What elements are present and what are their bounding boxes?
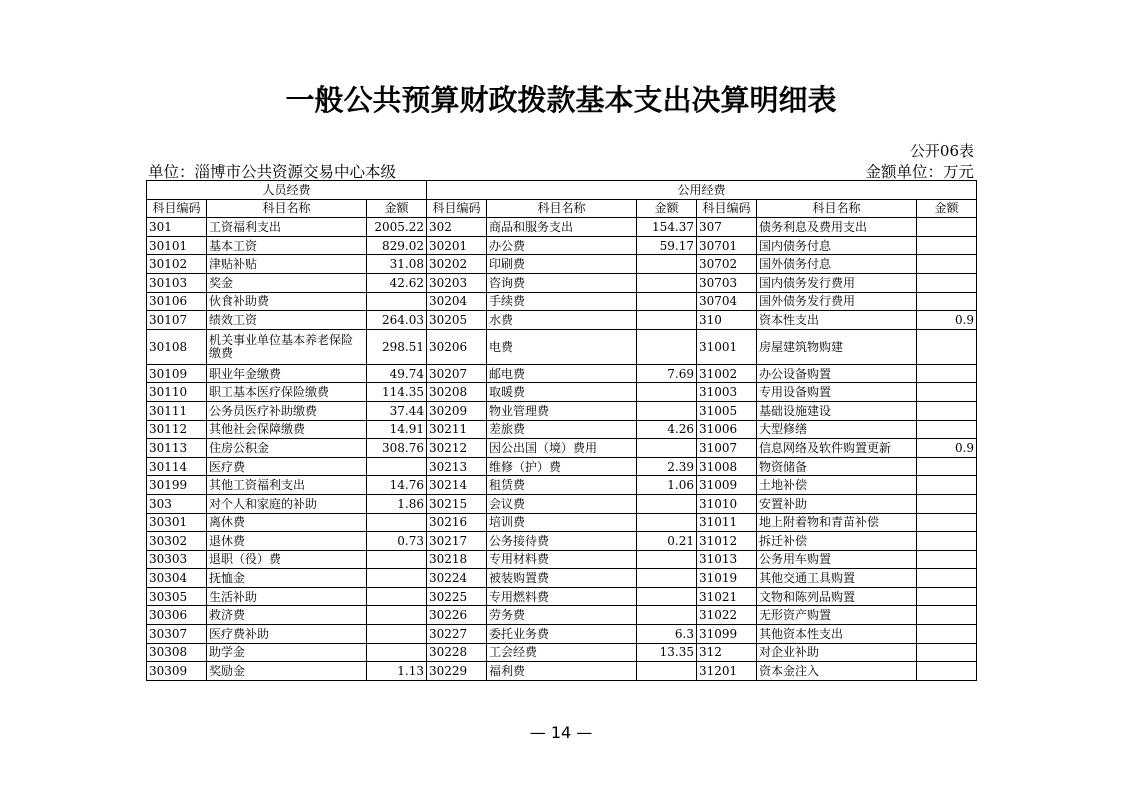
amount-cell: 14.91 — [367, 420, 427, 439]
name-cell: 机关事业单位基本养老保险缴费 — [207, 329, 367, 364]
code-cell: 312 — [697, 643, 757, 662]
amount-cell: 1.06 — [637, 476, 697, 495]
name-cell: 电费 — [487, 329, 637, 364]
table-body — [147, 218, 977, 681]
amount-cell: 0.9 — [917, 439, 977, 458]
name-cell: 退休费 — [207, 532, 367, 551]
amount-cell — [917, 513, 977, 532]
table-row — [147, 236, 977, 255]
name-cell: 职业年金缴费 — [207, 364, 367, 383]
code-cell: 30308 — [147, 643, 207, 662]
code-cell: 30216 — [427, 513, 487, 532]
code-cell: 31201 — [697, 662, 757, 681]
code-cell: 30213 — [427, 457, 487, 476]
amount-cell: 59.17 — [637, 236, 697, 255]
column-header: 金额 — [917, 199, 977, 218]
amount-cell: 14.76 — [367, 476, 427, 495]
code-cell: 30202 — [427, 255, 487, 274]
code-cell: 301 — [147, 218, 207, 237]
code-cell: 302 — [427, 218, 487, 237]
column-header: 科目名称 — [487, 199, 637, 218]
code-cell: 30114 — [147, 457, 207, 476]
amount-cell — [917, 420, 977, 439]
name-cell: 国内债务发行费用 — [757, 273, 917, 292]
code-cell: 30103 — [147, 273, 207, 292]
table-row — [147, 476, 977, 495]
name-cell: 被装购置费 — [487, 569, 637, 588]
code-cell: 30212 — [427, 439, 487, 458]
name-cell: 国内债务付息 — [757, 236, 917, 255]
code-cell: 30107 — [147, 311, 207, 330]
name-cell: 救济费 — [207, 606, 367, 625]
name-cell: 津贴补贴 — [207, 255, 367, 274]
code-cell: 30305 — [147, 587, 207, 606]
code-cell: 30306 — [147, 606, 207, 625]
name-cell: 无形资产购置 — [757, 606, 917, 625]
name-cell: 医疗费补助 — [207, 625, 367, 644]
name-cell: 离休费 — [207, 513, 367, 532]
name-cell: 会议费 — [487, 494, 637, 513]
name-cell: 差旅费 — [487, 420, 637, 439]
amount-cell — [917, 383, 977, 402]
name-cell: 维修（护）费 — [487, 457, 637, 476]
code-cell: 30229 — [427, 662, 487, 681]
name-cell: 资本性支出 — [757, 311, 917, 330]
amount-cell: 2.39 — [637, 457, 697, 476]
name-cell: 委托业务费 — [487, 625, 637, 644]
table-row — [147, 643, 977, 662]
amount-cell — [917, 218, 977, 237]
amount-cell — [637, 292, 697, 311]
group-personnel: 人员经费 — [147, 181, 427, 200]
name-cell: 拆迁补偿 — [757, 532, 917, 551]
amount-cell: 6.3 — [637, 625, 697, 644]
code-cell: 31021 — [697, 587, 757, 606]
name-cell: 专用设备购置 — [757, 383, 917, 402]
code-cell: 30303 — [147, 550, 207, 569]
name-cell: 邮电费 — [487, 364, 637, 383]
column-header: 科目名称 — [757, 199, 917, 218]
name-cell: 其他社会保障缴费 — [207, 420, 367, 439]
amount-cell — [917, 550, 977, 569]
code-cell: 307 — [697, 218, 757, 237]
amount-cell — [917, 292, 977, 311]
unit-label: 单位：淄博市公共资源交易中心本级 — [148, 163, 397, 181]
amount-cell — [367, 643, 427, 662]
name-cell: 土地补偿 — [757, 476, 917, 495]
code-cell: 31001 — [697, 329, 757, 364]
code-cell: 30109 — [147, 364, 207, 383]
name-cell: 工资福利支出 — [207, 218, 367, 237]
name-cell: 咨询费 — [487, 273, 637, 292]
amount-cell — [367, 457, 427, 476]
name-cell: 公务用车购置 — [757, 550, 917, 569]
name-cell: 大型修缮 — [757, 420, 917, 439]
amount-cell: 308.76 — [367, 439, 427, 458]
name-cell: 安置补助 — [757, 494, 917, 513]
name-cell: 工会经费 — [487, 643, 637, 662]
name-cell: 其他交通工具购置 — [757, 569, 917, 588]
code-cell: 31013 — [697, 550, 757, 569]
code-cell: 30228 — [427, 643, 487, 662]
name-cell: 基础设施建设 — [757, 401, 917, 420]
table-row — [147, 606, 977, 625]
code-cell: 31006 — [697, 420, 757, 439]
column-header: 科目编码 — [427, 199, 487, 218]
code-cell: 31010 — [697, 494, 757, 513]
name-cell: 劳务费 — [487, 606, 637, 625]
amount-cell: 42.62 — [367, 273, 427, 292]
table-row — [147, 587, 977, 606]
code-cell: 31005 — [697, 401, 757, 420]
table-row — [147, 420, 977, 439]
name-cell: 手续费 — [487, 292, 637, 311]
name-cell: 公务接待费 — [487, 532, 637, 551]
table-row — [147, 273, 977, 292]
name-cell: 公务员医疗补助缴费 — [207, 401, 367, 420]
code-cell: 31009 — [697, 476, 757, 495]
table-row — [147, 662, 977, 681]
amount-cell — [637, 494, 697, 513]
code-cell: 30108 — [147, 329, 207, 364]
name-cell: 奖金 — [207, 273, 367, 292]
amount-cell — [637, 311, 697, 330]
code-cell: 31012 — [697, 532, 757, 551]
column-header: 金额 — [367, 199, 427, 218]
name-cell: 绩效工资 — [207, 311, 367, 330]
table-row — [147, 513, 977, 532]
name-cell: 国外债务发行费用 — [757, 292, 917, 311]
amount-cell: 7.69 — [637, 364, 697, 383]
page-title: 一般公共预算财政拨款基本支出决算明细表 — [285, 83, 837, 117]
amount-cell — [637, 550, 697, 569]
name-cell: 办公费 — [487, 236, 637, 255]
code-cell: 30225 — [427, 587, 487, 606]
amount-cell: 4.26 — [637, 420, 697, 439]
code-cell: 30224 — [427, 569, 487, 588]
code-cell: 30209 — [427, 401, 487, 420]
amount-cell — [917, 273, 977, 292]
table-row — [147, 292, 977, 311]
amount-cell — [637, 587, 697, 606]
table-row — [147, 255, 977, 274]
name-cell: 专用材料费 — [487, 550, 637, 569]
table-row — [147, 532, 977, 551]
amount-unit-label: 金额单位：万元 — [865, 163, 974, 181]
amount-cell — [917, 606, 977, 625]
name-cell: 退职（役）费 — [207, 550, 367, 569]
name-cell: 生活补助 — [207, 587, 367, 606]
table-code: 公开06表 — [909, 142, 974, 160]
name-cell: 国外债务付息 — [757, 255, 917, 274]
code-cell: 30102 — [147, 255, 207, 274]
code-cell: 30704 — [697, 292, 757, 311]
table-row — [147, 364, 977, 383]
page-number: — 14 — — [529, 723, 593, 742]
code-cell: 31007 — [697, 439, 757, 458]
amount-cell: 49.74 — [367, 364, 427, 383]
table-row — [147, 569, 977, 588]
code-cell: 30101 — [147, 236, 207, 255]
code-cell: 31019 — [697, 569, 757, 588]
code-cell: 310 — [697, 311, 757, 330]
amount-cell — [637, 273, 697, 292]
name-cell: 医疗费 — [207, 457, 367, 476]
amount-cell: 298.51 — [367, 329, 427, 364]
name-cell: 福利费 — [487, 662, 637, 681]
amount-cell: 0.21 — [637, 532, 697, 551]
name-cell: 房屋建筑物购建 — [757, 329, 917, 364]
code-cell: 30215 — [427, 494, 487, 513]
name-cell: 对个人和家庭的补助 — [207, 494, 367, 513]
amount-cell — [917, 255, 977, 274]
amount-cell — [367, 587, 427, 606]
name-cell: 住房公积金 — [207, 439, 367, 458]
amount-cell: 154.37 — [637, 218, 697, 237]
name-cell: 物资储备 — [757, 457, 917, 476]
amount-cell: 2005.22 — [367, 218, 427, 237]
table-row — [147, 494, 977, 513]
amount-cell: 1.86 — [367, 494, 427, 513]
amount-cell — [637, 383, 697, 402]
amount-cell — [367, 569, 427, 588]
name-cell: 对企业补助 — [757, 643, 917, 662]
table-row — [147, 625, 977, 644]
amount-cell — [637, 439, 697, 458]
code-cell: 30218 — [427, 550, 487, 569]
code-cell: 30211 — [427, 420, 487, 439]
name-cell: 奖励金 — [207, 662, 367, 681]
amount-cell: 1.13 — [367, 662, 427, 681]
amount-cell: 0.9 — [917, 311, 977, 330]
name-cell: 因公出国（境）费用 — [487, 439, 637, 458]
amount-cell — [917, 476, 977, 495]
code-cell: 30106 — [147, 292, 207, 311]
code-cell: 31099 — [697, 625, 757, 644]
code-cell: 30701 — [697, 236, 757, 255]
amount-cell: 0.73 — [367, 532, 427, 551]
amount-cell — [367, 550, 427, 569]
amount-cell — [917, 494, 977, 513]
code-cell: 30112 — [147, 420, 207, 439]
amount-cell — [917, 401, 977, 420]
code-cell: 30205 — [427, 311, 487, 330]
code-cell: 30702 — [697, 255, 757, 274]
column-header-row — [147, 199, 977, 218]
name-cell: 资本金注入 — [757, 662, 917, 681]
code-cell: 30217 — [427, 532, 487, 551]
amount-cell: 829.02 — [367, 236, 427, 255]
code-cell: 30307 — [147, 625, 207, 644]
table-row — [147, 439, 977, 458]
expenditure-detail-table — [146, 180, 977, 681]
name-cell: 地上附着物和青苗补偿 — [757, 513, 917, 532]
name-cell: 取暖费 — [487, 383, 637, 402]
table-row — [147, 457, 977, 476]
code-cell: 30206 — [427, 329, 487, 364]
name-cell: 文物和陈列品购置 — [757, 587, 917, 606]
group-header-row — [147, 181, 977, 200]
name-cell: 物业管理费 — [487, 401, 637, 420]
amount-cell — [637, 662, 697, 681]
amount-cell: 114.35 — [367, 383, 427, 402]
code-cell: 30208 — [427, 383, 487, 402]
amount-cell — [917, 625, 977, 644]
amount-cell — [917, 329, 977, 364]
code-cell: 31002 — [697, 364, 757, 383]
amount-cell — [917, 569, 977, 588]
amount-cell: 37.44 — [367, 401, 427, 420]
amount-cell — [637, 606, 697, 625]
amount-cell: 13.35 — [637, 643, 697, 662]
table-row — [147, 401, 977, 420]
code-cell: 303 — [147, 494, 207, 513]
code-cell: 30204 — [427, 292, 487, 311]
amount-cell — [917, 457, 977, 476]
code-cell: 31008 — [697, 457, 757, 476]
amount-cell — [367, 606, 427, 625]
code-cell: 31022 — [697, 606, 757, 625]
column-header: 金额 — [637, 199, 697, 218]
code-cell: 30110 — [147, 383, 207, 402]
amount-cell — [917, 532, 977, 551]
code-cell: 30301 — [147, 513, 207, 532]
table-row — [147, 329, 977, 364]
name-cell: 职工基本医疗保险缴费 — [207, 383, 367, 402]
group-public: 公用经费 — [427, 181, 977, 200]
name-cell: 债务利息及费用支出 — [757, 218, 917, 237]
amount-cell: 264.03 — [367, 311, 427, 330]
name-cell: 其他资本性支出 — [757, 625, 917, 644]
name-cell: 基本工资 — [207, 236, 367, 255]
name-cell: 培训费 — [487, 513, 637, 532]
code-cell: 30111 — [147, 401, 207, 420]
code-cell: 30226 — [427, 606, 487, 625]
column-header: 科目编码 — [147, 199, 207, 218]
table-row — [147, 550, 977, 569]
name-cell: 租赁费 — [487, 476, 637, 495]
table-row — [147, 311, 977, 330]
code-cell: 30214 — [427, 476, 487, 495]
code-cell: 30203 — [427, 273, 487, 292]
amount-cell — [637, 569, 697, 588]
code-cell: 30199 — [147, 476, 207, 495]
amount-cell — [367, 292, 427, 311]
code-cell: 30113 — [147, 439, 207, 458]
code-cell: 30227 — [427, 625, 487, 644]
amount-cell — [637, 513, 697, 532]
name-cell: 专用燃料费 — [487, 587, 637, 606]
code-cell: 31003 — [697, 383, 757, 402]
name-cell: 印刷费 — [487, 255, 637, 274]
code-cell: 30703 — [697, 273, 757, 292]
name-cell: 抚恤金 — [207, 569, 367, 588]
name-cell: 伙食补助费 — [207, 292, 367, 311]
amount-cell — [917, 364, 977, 383]
name-cell: 其他工资福利支出 — [207, 476, 367, 495]
code-cell: 30309 — [147, 662, 207, 681]
amount-cell — [917, 643, 977, 662]
code-cell: 30207 — [427, 364, 487, 383]
name-cell: 商品和服务支出 — [487, 218, 637, 237]
amount-cell — [367, 625, 427, 644]
amount-cell — [637, 401, 697, 420]
amount-cell — [917, 662, 977, 681]
name-cell: 助学金 — [207, 643, 367, 662]
column-header: 科目名称 — [207, 199, 367, 218]
column-header: 科目编码 — [697, 199, 757, 218]
name-cell: 信息网络及软件购置更新 — [757, 439, 917, 458]
amount-cell — [367, 513, 427, 532]
amount-cell — [637, 329, 697, 364]
table-row — [147, 383, 977, 402]
amount-cell — [917, 587, 977, 606]
amount-cell — [637, 255, 697, 274]
amount-cell: 31.08 — [367, 255, 427, 274]
code-cell: 30302 — [147, 532, 207, 551]
name-cell: 办公设备购置 — [757, 364, 917, 383]
code-cell: 31011 — [697, 513, 757, 532]
code-cell: 30201 — [427, 236, 487, 255]
name-cell: 水费 — [487, 311, 637, 330]
amount-cell — [917, 236, 977, 255]
code-cell: 30304 — [147, 569, 207, 588]
table-row — [147, 218, 977, 237]
